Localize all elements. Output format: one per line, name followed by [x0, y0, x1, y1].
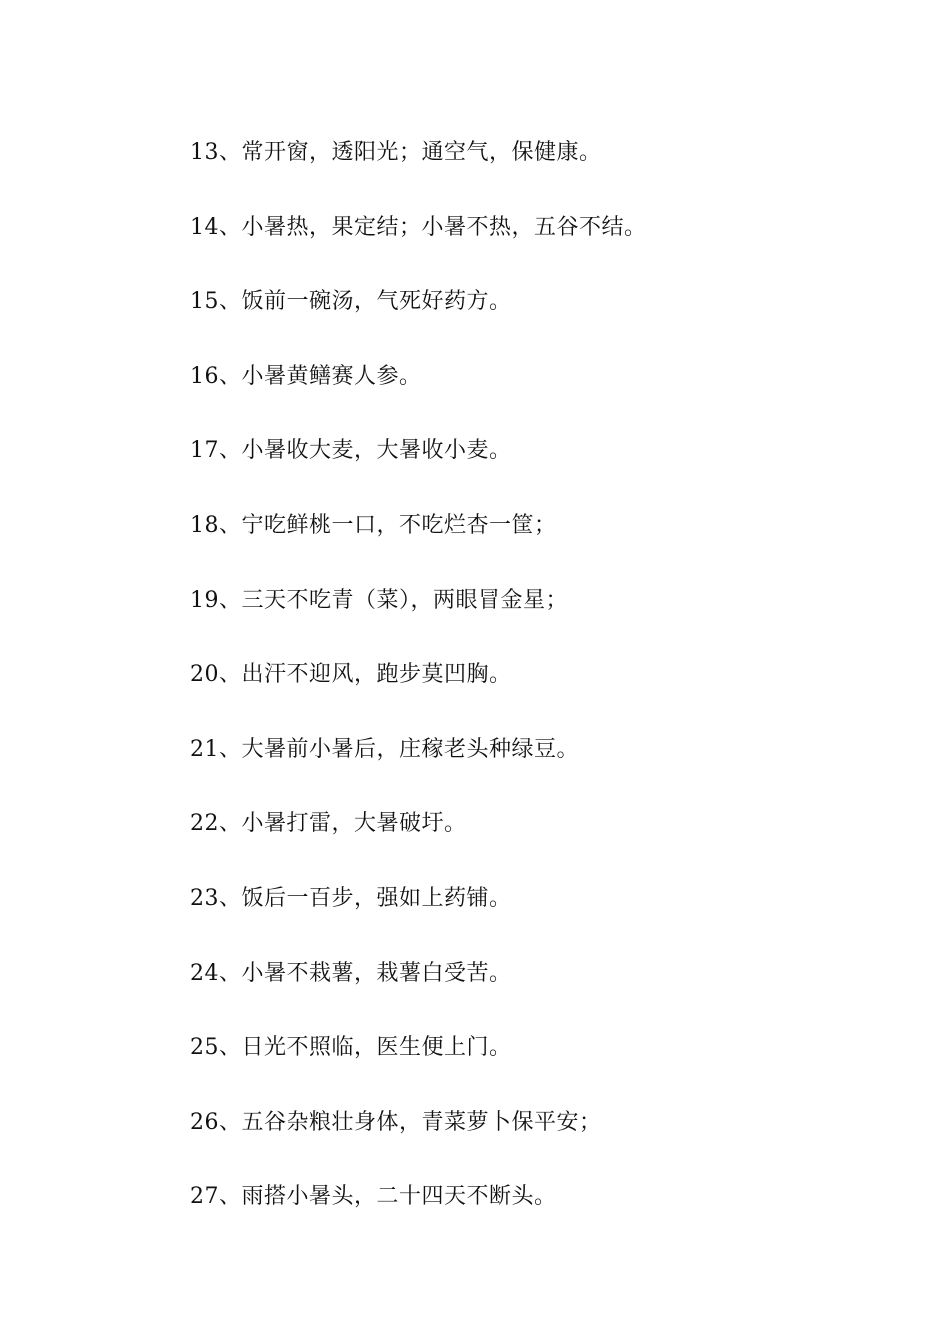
proverb-list [190, 133, 890, 1252]
list-item: 25、日光不照临，医生便上门。 [190, 1035, 512, 1061]
list-item: 23、饭后一百步，强如上药铺。 [190, 885, 512, 911]
list-item: 16、小暑黄鳝赛人参。 [190, 363, 422, 389]
list-item: 27、雨搭小暑头，二十四天不断头。 [190, 1184, 557, 1210]
list-item: 22、小暑打雷，大暑破圩。 [190, 811, 467, 837]
list-item: 26、五谷杂粮壮身体，青菜萝卜保平安； [190, 1109, 602, 1135]
list-item: 18、宁吃鲜桃一口，不吃烂杏一筐； [190, 512, 557, 538]
list-item: 14、小暑热，果定结；小暑不热，五谷不结。 [190, 214, 647, 240]
list-item: 13、常开窗，透阳光；通空气，保健康。 [190, 140, 602, 165]
list-item: 20、出汗不迎风，跑步莫凹胸。 [190, 662, 512, 688]
list-item: 17、小暑收大麦，大暑收小麦。 [190, 438, 512, 464]
list-item: 19、三天不吃青（菜），两眼冒金星； [190, 587, 568, 613]
list-item: 15、饭前一碗汤，气死好药方。 [190, 289, 512, 315]
list-item: 21、大暑前小暑后，庄稼老头种绿豆。 [190, 736, 579, 762]
list-item: 24、小暑不栽薯，栽薯白受苦。 [190, 960, 512, 986]
